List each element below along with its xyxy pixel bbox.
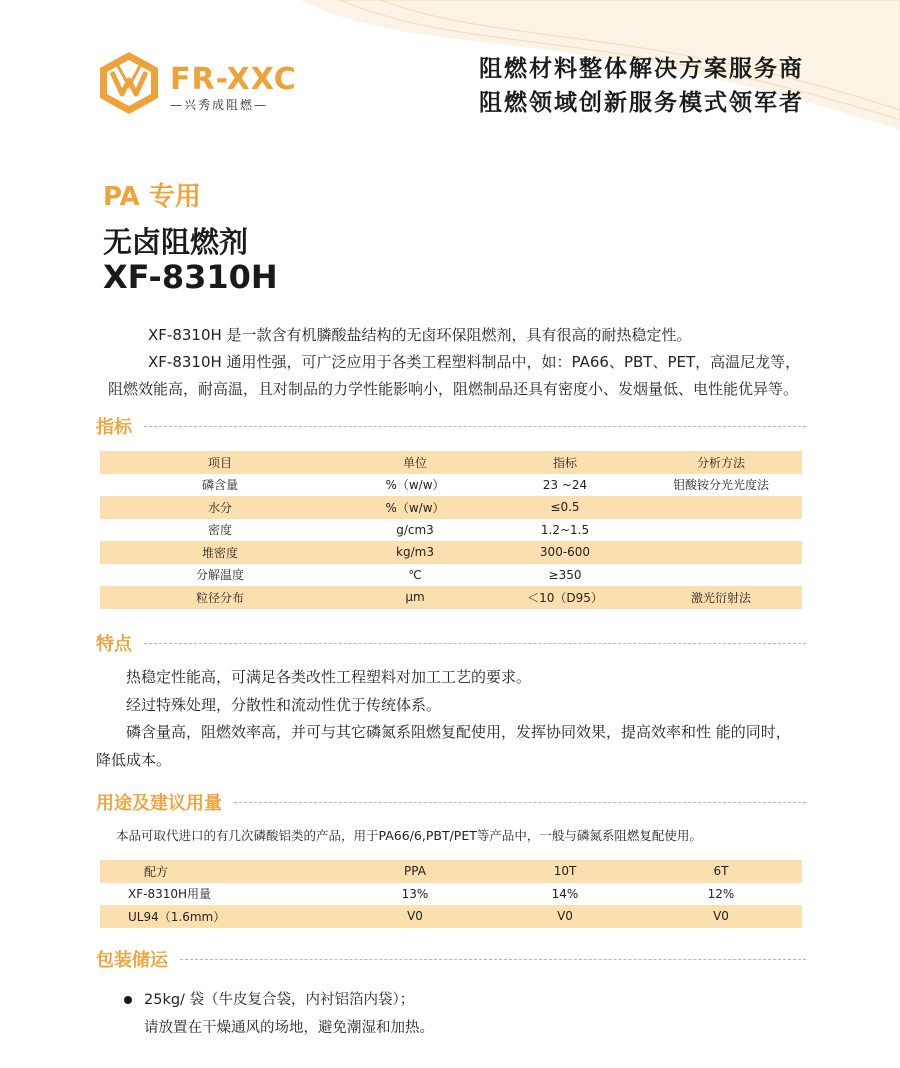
slogan-line-2: 阻燃领域创新服务模式领军者 xyxy=(479,90,804,116)
usage-cell: V0 xyxy=(340,905,490,928)
packing-info xyxy=(124,986,434,1042)
spec-cell: 磷含量 xyxy=(201,478,238,493)
spec-cell: 1.2~1.5 xyxy=(540,522,590,537)
features-list xyxy=(96,664,808,774)
spec-cell: ≥350 xyxy=(548,567,582,582)
section-divider xyxy=(144,426,806,427)
spec-cell: kg/m3 xyxy=(340,541,490,564)
section-features-heading xyxy=(96,631,806,655)
intro-text xyxy=(108,322,808,403)
page-header xyxy=(0,0,900,150)
spec-cell: %（w/w） xyxy=(340,496,490,519)
usage-table-header xyxy=(100,860,802,883)
spec-cell: %（w/w） xyxy=(385,478,445,493)
usage-table-row xyxy=(100,905,802,928)
spec-table-row xyxy=(100,541,802,564)
slogan-line-1: 阻燃材料整体解决方案服务商 xyxy=(479,56,804,82)
feature-item: 热稳定性能高，可满足各类改性工程塑料对加工工艺的要求。 xyxy=(126,668,532,686)
spec-cell: ℃ xyxy=(408,567,422,582)
spec-table-row xyxy=(100,474,802,497)
usage-cell: XF-8310H用量 xyxy=(128,887,212,902)
spec-cell: ≤0.5 xyxy=(490,496,640,519)
spec-header-cell: 指标 xyxy=(490,451,640,474)
bullet-icon xyxy=(124,996,132,1004)
spec-cell: 300-600 xyxy=(490,541,640,564)
spec-table-header xyxy=(100,451,802,474)
usage-cell: UL94（1.6mm） xyxy=(100,905,340,928)
section-divider xyxy=(180,959,806,960)
packing-line-1: 25kg/ 袋（牛皮复合袋，内衬铝箔内袋）； xyxy=(144,992,415,1008)
spec-cell: 激光衍射法 xyxy=(640,586,802,609)
spec-cell: 粒径分布 xyxy=(100,586,340,609)
section-features-label: 特点 xyxy=(96,634,132,655)
usage-header-cell: 10T xyxy=(490,860,640,883)
spec-cell: 水分 xyxy=(100,496,340,519)
usage-header-cell: 6T xyxy=(640,860,802,883)
usage-header-cell: PPA xyxy=(340,860,490,883)
usage-table xyxy=(100,860,802,928)
spec-cell: 堆密度 xyxy=(100,541,340,564)
spec-cell xyxy=(640,541,802,564)
feature-item-continued: 降低成本。 xyxy=(96,750,172,769)
spec-header-cell: 项目 xyxy=(100,451,340,474)
section-packing-heading xyxy=(96,947,806,971)
section-spec-heading xyxy=(96,414,806,438)
spec-header-cell: 分析方法 xyxy=(640,451,802,474)
section-divider xyxy=(144,643,806,644)
spec-cell: 密度 xyxy=(207,523,232,538)
spec-cell: 钼酸铵分光光度法 xyxy=(672,478,769,493)
spec-table-row xyxy=(100,586,802,609)
section-packing-label: 包装储运 xyxy=(96,950,168,971)
usage-header-cell: 配方 xyxy=(100,860,340,883)
section-usage-label: 用途及建议用量 xyxy=(96,793,222,814)
brand-logo-icon xyxy=(96,50,162,116)
feature-item: 经过特殊处理，分散性和流动性优于传统体系。 xyxy=(126,695,442,714)
section-usage-heading xyxy=(96,790,806,814)
spec-cell xyxy=(640,519,802,542)
spec-table-row xyxy=(100,564,802,587)
usage-cell: 13% xyxy=(401,886,429,901)
spec-cell: ＜10（D95） xyxy=(490,586,640,609)
brand-name: FR-XXC xyxy=(170,62,297,97)
usage-cell: V0 xyxy=(490,905,640,928)
header-slogan xyxy=(479,52,804,120)
spec-cell: 分解温度 xyxy=(195,568,244,583)
feature-item: 磷含量高，阻燃效率高，并可与其它磷氮系阻燃复配使用，发挥协同效果，提高效率和性 能的同时， xyxy=(126,723,791,741)
usage-cell: V0 xyxy=(640,905,802,928)
spec-cell xyxy=(640,564,802,587)
spec-cell: g/cm3 xyxy=(396,522,434,537)
product-title: 无卤阻燃剂 xyxy=(103,225,249,259)
spec-table-row xyxy=(100,496,802,519)
spec-header-cell: 单位 xyxy=(340,451,490,474)
usage-note: 本品可取代进口的有几次磷酸铝类的产品，用于PA66/6,PBT/PET等产品中，一般与磷氮系阻燃复配使用。 xyxy=(116,828,702,843)
model-number: XF-8310H xyxy=(103,258,278,296)
pa-title: PA 专用 xyxy=(103,182,201,212)
packing-line-2: 请放置在干燥通风的场地，避免潮湿和加热。 xyxy=(144,1020,434,1036)
usage-cell: 14% xyxy=(551,886,579,901)
intro-paragraph-1: XF-8310H 是一款含有机膦酸盐结构的无卤环保阻燃剂，具有很高的耐热稳定性。 xyxy=(148,326,692,344)
spec-table xyxy=(100,451,802,609)
spec-cell: 23 ~24 xyxy=(542,477,588,492)
spec-cell: μm xyxy=(340,586,490,609)
section-divider xyxy=(234,802,806,803)
brand-subtitle: —兴秀成阻燃— xyxy=(170,98,269,112)
section-spec-label: 指标 xyxy=(96,417,132,438)
intro-paragraph-2: XF-8310H 通用性强，可广泛应用于各类工程塑料制品中，如：PA66、PBT、PET，高温尼龙等，阻燃效能高，耐高温，且对制品的力学性能影响小，阻燃制品还具有密度小、发烟量低、电性能优异等。 xyxy=(108,353,801,398)
usage-table-row xyxy=(100,883,802,906)
spec-table-row xyxy=(100,519,802,542)
usage-cell: 12% xyxy=(707,886,735,901)
spec-cell xyxy=(640,496,802,519)
